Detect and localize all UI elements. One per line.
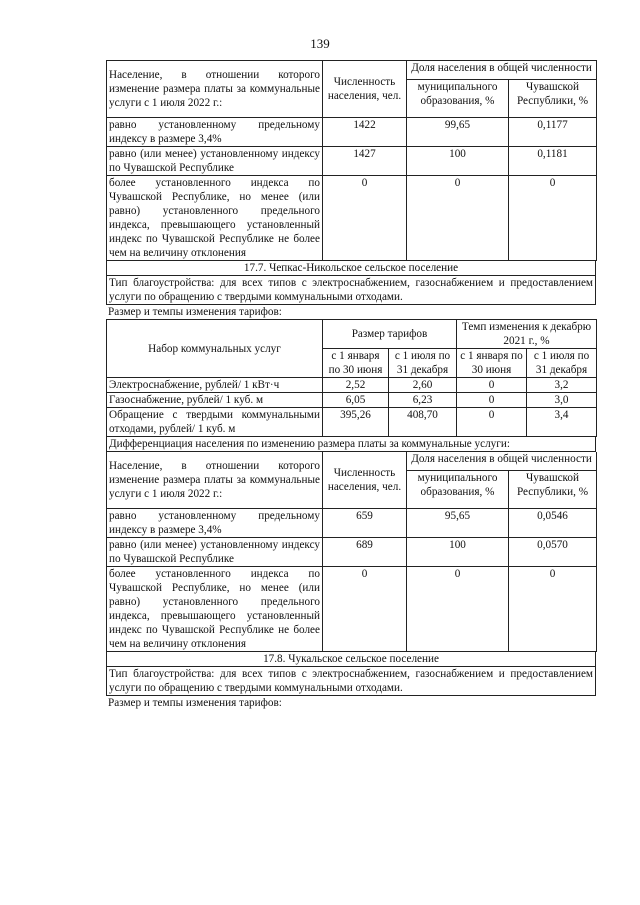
tariff-jul-size: 408,70 xyxy=(389,408,457,437)
table-row xyxy=(107,408,597,437)
header-jul-rate: с 1 июля по 31 декабря xyxy=(527,349,597,378)
row-label: равно (или менее) установленному индексу по Чувашской Республике xyxy=(107,147,323,176)
table-row xyxy=(107,393,597,408)
row-republic: 0 xyxy=(509,567,597,652)
document-body xyxy=(106,60,596,710)
row-count: 689 xyxy=(323,538,407,567)
row-municipal: 99,65 xyxy=(407,118,509,147)
row-count: 0 xyxy=(323,567,407,652)
tariff-jul-size: 6,23 xyxy=(389,393,457,408)
row-label: равно установленному предельному индексу в размере 3,4% xyxy=(107,118,323,147)
tariff-jan-rate: 0 xyxy=(457,393,527,408)
improvement-type-17-7: Тип благоустройства: для всех типов с электроснабжением, газоснабжением и предоставлением услуги по обращению с твердыми коммунальными отходами. xyxy=(106,276,596,305)
row-label: равно установленному предельному индексу в размере 3,4% xyxy=(107,509,323,538)
row-municipal: 0 xyxy=(407,567,509,652)
header-municipal: муниципального образования, % xyxy=(407,471,509,509)
differentiation-table-prev xyxy=(106,60,597,261)
table-row xyxy=(107,176,597,261)
header-size: Размер тарифов xyxy=(323,320,457,349)
header-municipal: муниципального образования, % xyxy=(407,80,509,118)
row-municipal: 95,65 xyxy=(407,509,509,538)
header-share: Доля населения в общей численности xyxy=(407,452,597,471)
table-row xyxy=(107,147,597,176)
row-municipal: 100 xyxy=(407,538,509,567)
row-municipal: 0 xyxy=(407,176,509,261)
table-row xyxy=(107,567,597,652)
header-population: Население, в отношении которого изменение размера платы за коммунальные услуги с 1 июля 2022 г.: xyxy=(107,61,323,118)
header-rate: Темп изменения к декабрю 2021 г., % xyxy=(457,320,597,349)
improvement-type-17-8: Тип благоустройства: для всех типов с электроснабжением, газоснабжением и предоставлением услуги по обращению с твердыми коммунальными отходами. xyxy=(106,667,596,696)
tariff-jan-size: 6,05 xyxy=(323,393,389,408)
header-share: Доля населения в общей численности xyxy=(407,61,597,80)
tariffs-title-17-8: Размер и темпы изменения тарифов: xyxy=(108,697,282,709)
table-row xyxy=(107,118,597,147)
page-number: 139 xyxy=(310,36,330,51)
row-label: равно (или менее) установленному индексу по Чувашской Республике xyxy=(107,538,323,567)
tariff-service: Обращение с твердыми коммунальными отходами, рублей/ 1 куб. м xyxy=(107,408,323,437)
row-count: 659 xyxy=(323,509,407,538)
tariff-jul-rate: 3,0 xyxy=(527,393,597,408)
table-row xyxy=(107,378,597,393)
row-count: 1427 xyxy=(323,147,407,176)
header-republic: Чувашской Республики, % xyxy=(509,80,597,118)
row-republic: 0 xyxy=(509,176,597,261)
header-jan-rate: с 1 января по 30 июня xyxy=(457,349,527,378)
row-republic: 0,1177 xyxy=(509,118,597,147)
row-label: более установленного индекса по Чувашской Республике, но менее (или равно) установленного предельного индекса, превышающего установленный индекс по Чувашской Республике не более чем на величину отклонения xyxy=(107,176,323,261)
row-label: более установленного индекса по Чувашской Республике, но менее (или равно) установленного предельного индекса, превышающего установленный индекс по Чувашской Республике не более чем на величину отклонения xyxy=(107,567,323,652)
row-republic: 0,1181 xyxy=(509,147,597,176)
header-count: Численность населения, чел. xyxy=(323,61,407,118)
tariff-jul-rate: 3,4 xyxy=(527,408,597,437)
differentiation-table-17-7 xyxy=(106,452,597,652)
tariff-jan-rate: 0 xyxy=(457,378,527,393)
section-title-17-8: 17.8. Чукальское сельское поселение xyxy=(106,652,596,667)
row-count: 0 xyxy=(323,176,407,261)
header-republic: Чувашской Республики, % xyxy=(509,471,597,509)
row-municipal: 100 xyxy=(407,147,509,176)
header-services: Набор коммунальных услуг xyxy=(107,320,323,378)
tariff-service: Электроснабжение, рублей/ 1 кВт·ч xyxy=(107,378,323,393)
row-count: 1422 xyxy=(323,118,407,147)
row-republic: 0,0570 xyxy=(509,538,597,567)
table-row xyxy=(107,538,597,567)
diff-title-17-7: Дифференциация населения по изменению размера платы за коммунальные услуги: xyxy=(106,437,596,452)
tariffs-title-17-7: Размер и темпы изменения тарифов: xyxy=(108,306,282,318)
header-population: Население, в отношении которого изменение размера платы за коммунальные услуги с 1 июля 2022 г.: xyxy=(107,452,323,509)
tariff-service: Газоснабжение, рублей/ 1 куб. м xyxy=(107,393,323,408)
tariff-jan-size: 395,26 xyxy=(323,408,389,437)
table-row xyxy=(107,509,597,538)
header-jan-size: с 1 января по 30 июня xyxy=(323,349,389,378)
tariff-jul-rate: 3,2 xyxy=(527,378,597,393)
tariff-table xyxy=(106,319,597,437)
tariff-jul-size: 2,60 xyxy=(389,378,457,393)
header-jul-size: с 1 июля по 31 декабря xyxy=(389,349,457,378)
tariff-jan-rate: 0 xyxy=(457,408,527,437)
section-title-17-7: 17.7. Чепкас-Никольское сельское поселение xyxy=(106,261,596,276)
header-count: Численность населения, чел. xyxy=(323,452,407,509)
row-republic: 0,0546 xyxy=(509,509,597,538)
tariff-jan-size: 2,52 xyxy=(323,378,389,393)
